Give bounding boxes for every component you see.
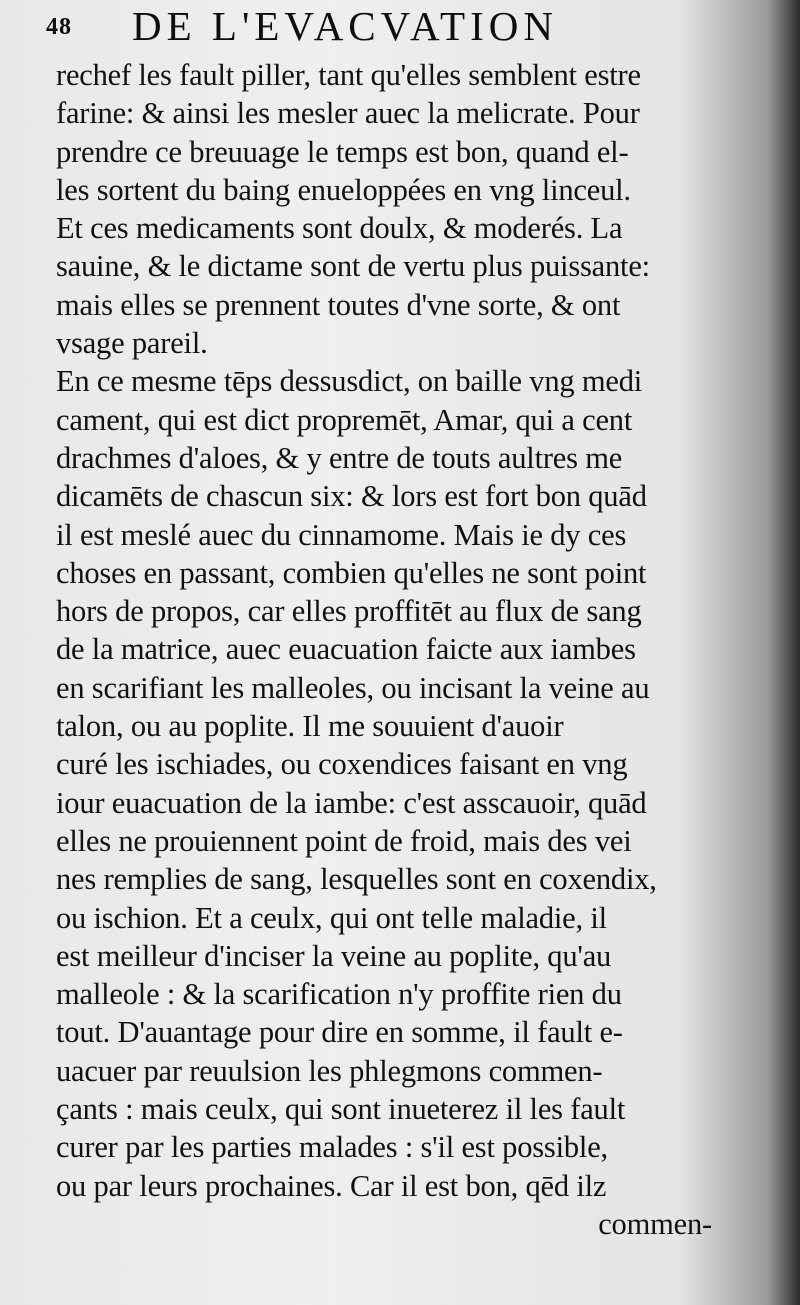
running-title: DE L'EVACVATION — [132, 3, 558, 49]
body-text — [56, 56, 746, 1243]
text-line: choses en passant, combien qu'elles ne sont point — [56, 555, 647, 590]
text-line: sauine, & le dictame sont de vertu plus puissante: — [56, 249, 650, 284]
text-line: uacuer par reuulsion les phlegmons commen- — [56, 1053, 603, 1088]
text-line: iour euacuation de la iambe: c'est asscauoir, quād — [56, 785, 647, 820]
text-line: Et ces medicaments sont doulx, & moderés. La — [56, 211, 623, 246]
text-line: vsage pareil. — [56, 326, 208, 361]
text-line: en scarifiant les malleoles, ou incisant la veine au — [56, 670, 650, 705]
text-line: En ce mesme tēps dessusdict, on baille vng medi — [56, 364, 643, 399]
catchword: commen- — [598, 1206, 712, 1241]
text-line: malleole : & la scarification n'y proffite rien du — [56, 977, 622, 1012]
text-line: curer par les parties malades : s'il est possible, — [56, 1130, 608, 1165]
text-line: de la matrice, auec euacuation faicte aux iambes — [56, 632, 636, 667]
text-line: mais elles se prennent toutes d'vne sorte, & ont — [56, 287, 621, 322]
text-line: les sortent du baing enueloppées en vng linceul. — [56, 172, 631, 207]
text-line: çants : mais ceulx, qui sont inueterez il les fault — [56, 1092, 626, 1127]
text-line: prendre ce breuuage le temps est bon, quand el- — [56, 134, 629, 169]
text-line: ou par leurs prochaines. Car il est bon, qēd ilz — [56, 1168, 607, 1203]
text-line: ou ischion. Et a ceulx, qui ont telle maladie, il — [56, 900, 607, 935]
text-line: dicamēts de chascun six: & lors est fort bon quād — [56, 479, 647, 514]
text-line: est meilleur d'inciser la veine au poplite, qu'au — [56, 938, 612, 973]
text-line: drachmes d'aloes, & y entre de touts aultres me — [56, 440, 623, 475]
text-line: cament, qui est dict propremēt, Amar, qui a cent — [56, 402, 633, 437]
text-line: talon, ou au poplite. Il me souuient d'auoir — [56, 709, 564, 744]
text-line: rechef les fault piller, tant qu'elles semblent estre — [56, 58, 641, 92]
text-line: tout. D'auantage pour dire en somme, il fault e- — [56, 1015, 623, 1050]
text-line: nes remplies de sang, lesquelles sont en coxendix, — [56, 862, 657, 897]
text-line: il est meslé auec du cinnamome. Mais ie dy ces — [56, 517, 627, 552]
page-number: 48 — [46, 14, 72, 40]
text-line: elles ne prouiennent point de froid, mais des vei — [56, 823, 632, 858]
text-line: farine: & ainsi les mesler auec la melicrate. Pour — [56, 96, 640, 131]
page-header — [46, 2, 726, 48]
text-line: hors de propos, car elles proffitēt au flux de sang — [56, 594, 642, 629]
text-line: curé les ischiades, ou coxendices faisant en vng — [56, 747, 628, 782]
